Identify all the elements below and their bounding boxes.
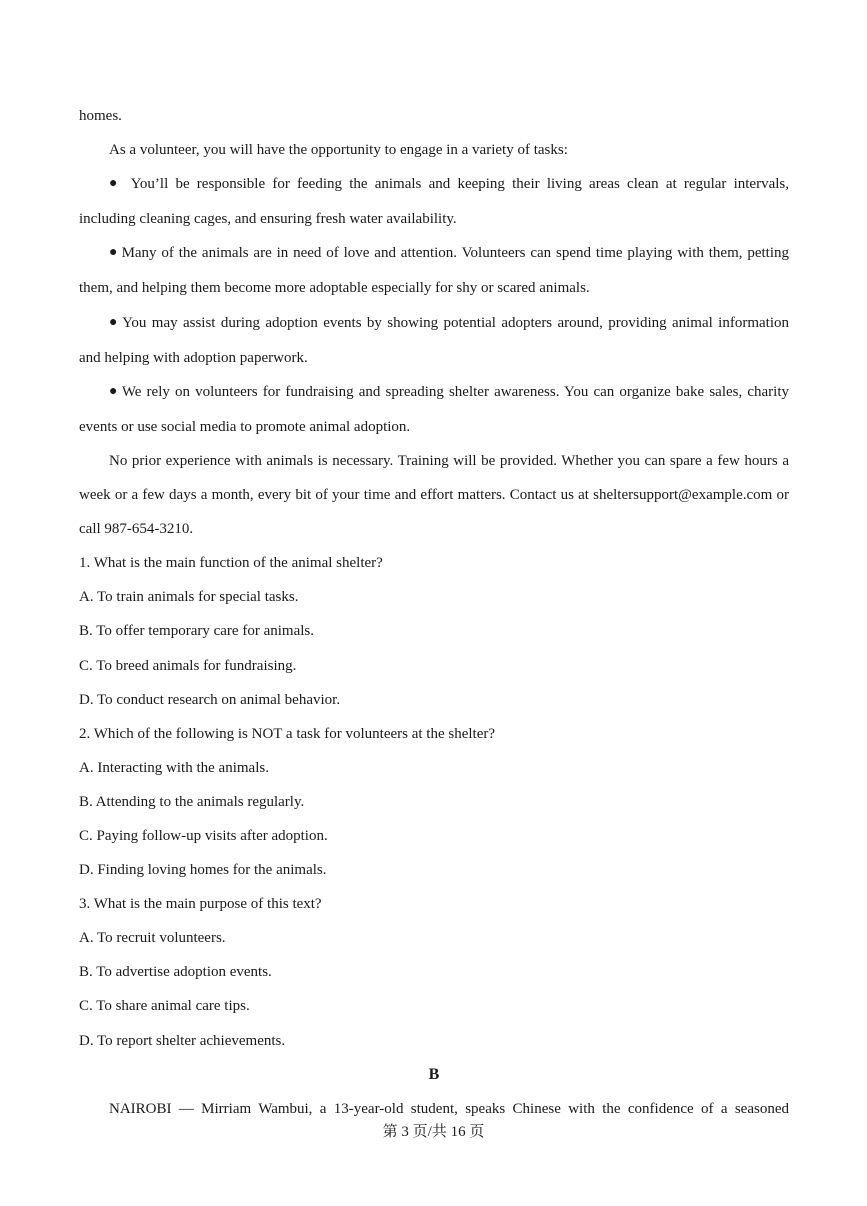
question-stem: 2. Which of the following is NOT a task for volunteers at the shelter? (79, 725, 496, 742)
question-option: B. To offer temporary care for animals. (79, 623, 314, 640)
bullet-item-feeding (79, 167, 789, 236)
bullet-item-fundraising (79, 375, 789, 444)
question-option: C. To share animal care tips. (79, 998, 250, 1015)
question-option: C. Paying follow-up visits after adoption. (79, 827, 328, 844)
bullet-icon: ● (109, 314, 120, 330)
question-option: B. Attending to the animals regularly. (79, 793, 305, 810)
section-heading: B (428, 1065, 440, 1083)
bullet-icon: ● (109, 383, 119, 399)
bullet-item-adoption-events (79, 306, 789, 375)
bullet-text: Many of the animals are in need of love and attention. Volunteers can spend time playing with them, petting them, and helping them become more adoptable especially for shy or scared animals. (79, 245, 789, 297)
question-option: C. To breed animals for fundraising. (79, 657, 297, 674)
question-option: D. Finding loving homes for the animals. (79, 862, 327, 879)
bullet-text: We rely on volunteers for fundraising and spreading shelter awareness. You can organize bake sales, charity events or use social media to promote animal adoption. (79, 383, 789, 435)
question-2 (79, 717, 789, 887)
question-option: A. Interacting with the animals. (79, 759, 269, 776)
question-stem: 3. What is the main purpose of this text? (79, 896, 322, 913)
question-option: A. To recruit volunteers. (79, 930, 226, 947)
bullet-item-attention (79, 236, 789, 305)
passage-intro: As a volunteer, you will have the opportunity to engage in a variety of tasks: (109, 142, 568, 159)
section-b-opening: NAIROBI — Mirriam Wambui, a 13-year-old student, speaks Chinese with the confidence of a seasoned (109, 1100, 789, 1117)
passage-closing: No prior experience with animals is necessary. Training will be provided. Whether you can spare a few hours a week or a few days a month, every bit of your time and effort matters. Contact us at sheltersupport@example.com or call 987-654-3210. (79, 452, 789, 538)
bullet-text: You’ll be responsible for feeding the animals and keeping their living areas clean at regular intervals, including cleaning cages, and ensuring fresh water availability. (79, 176, 789, 228)
bullet-icon: ● (109, 176, 121, 192)
question-3 (79, 887, 789, 1057)
question-option: D. To report shelter achievements. (79, 1032, 286, 1049)
question-1 (79, 546, 789, 716)
page-footer: 第 3 页/共 16 页 (382, 1124, 485, 1140)
passage-continuation: homes. (79, 108, 122, 124)
bullet-text: You may assist during adoption events by showing potential adopters around, providing animal information and helping with adoption paperwork. (79, 314, 789, 366)
bullet-icon: ● (109, 245, 119, 261)
question-option: B. To advertise adoption events. (79, 964, 272, 981)
question-option: D. To conduct research on animal behavior. (79, 691, 341, 708)
question-stem: 1. What is the main function of the animal shelter? (79, 555, 383, 572)
page-content (79, 99, 789, 1126)
question-option: A. To train animals for special tasks. (79, 589, 299, 606)
